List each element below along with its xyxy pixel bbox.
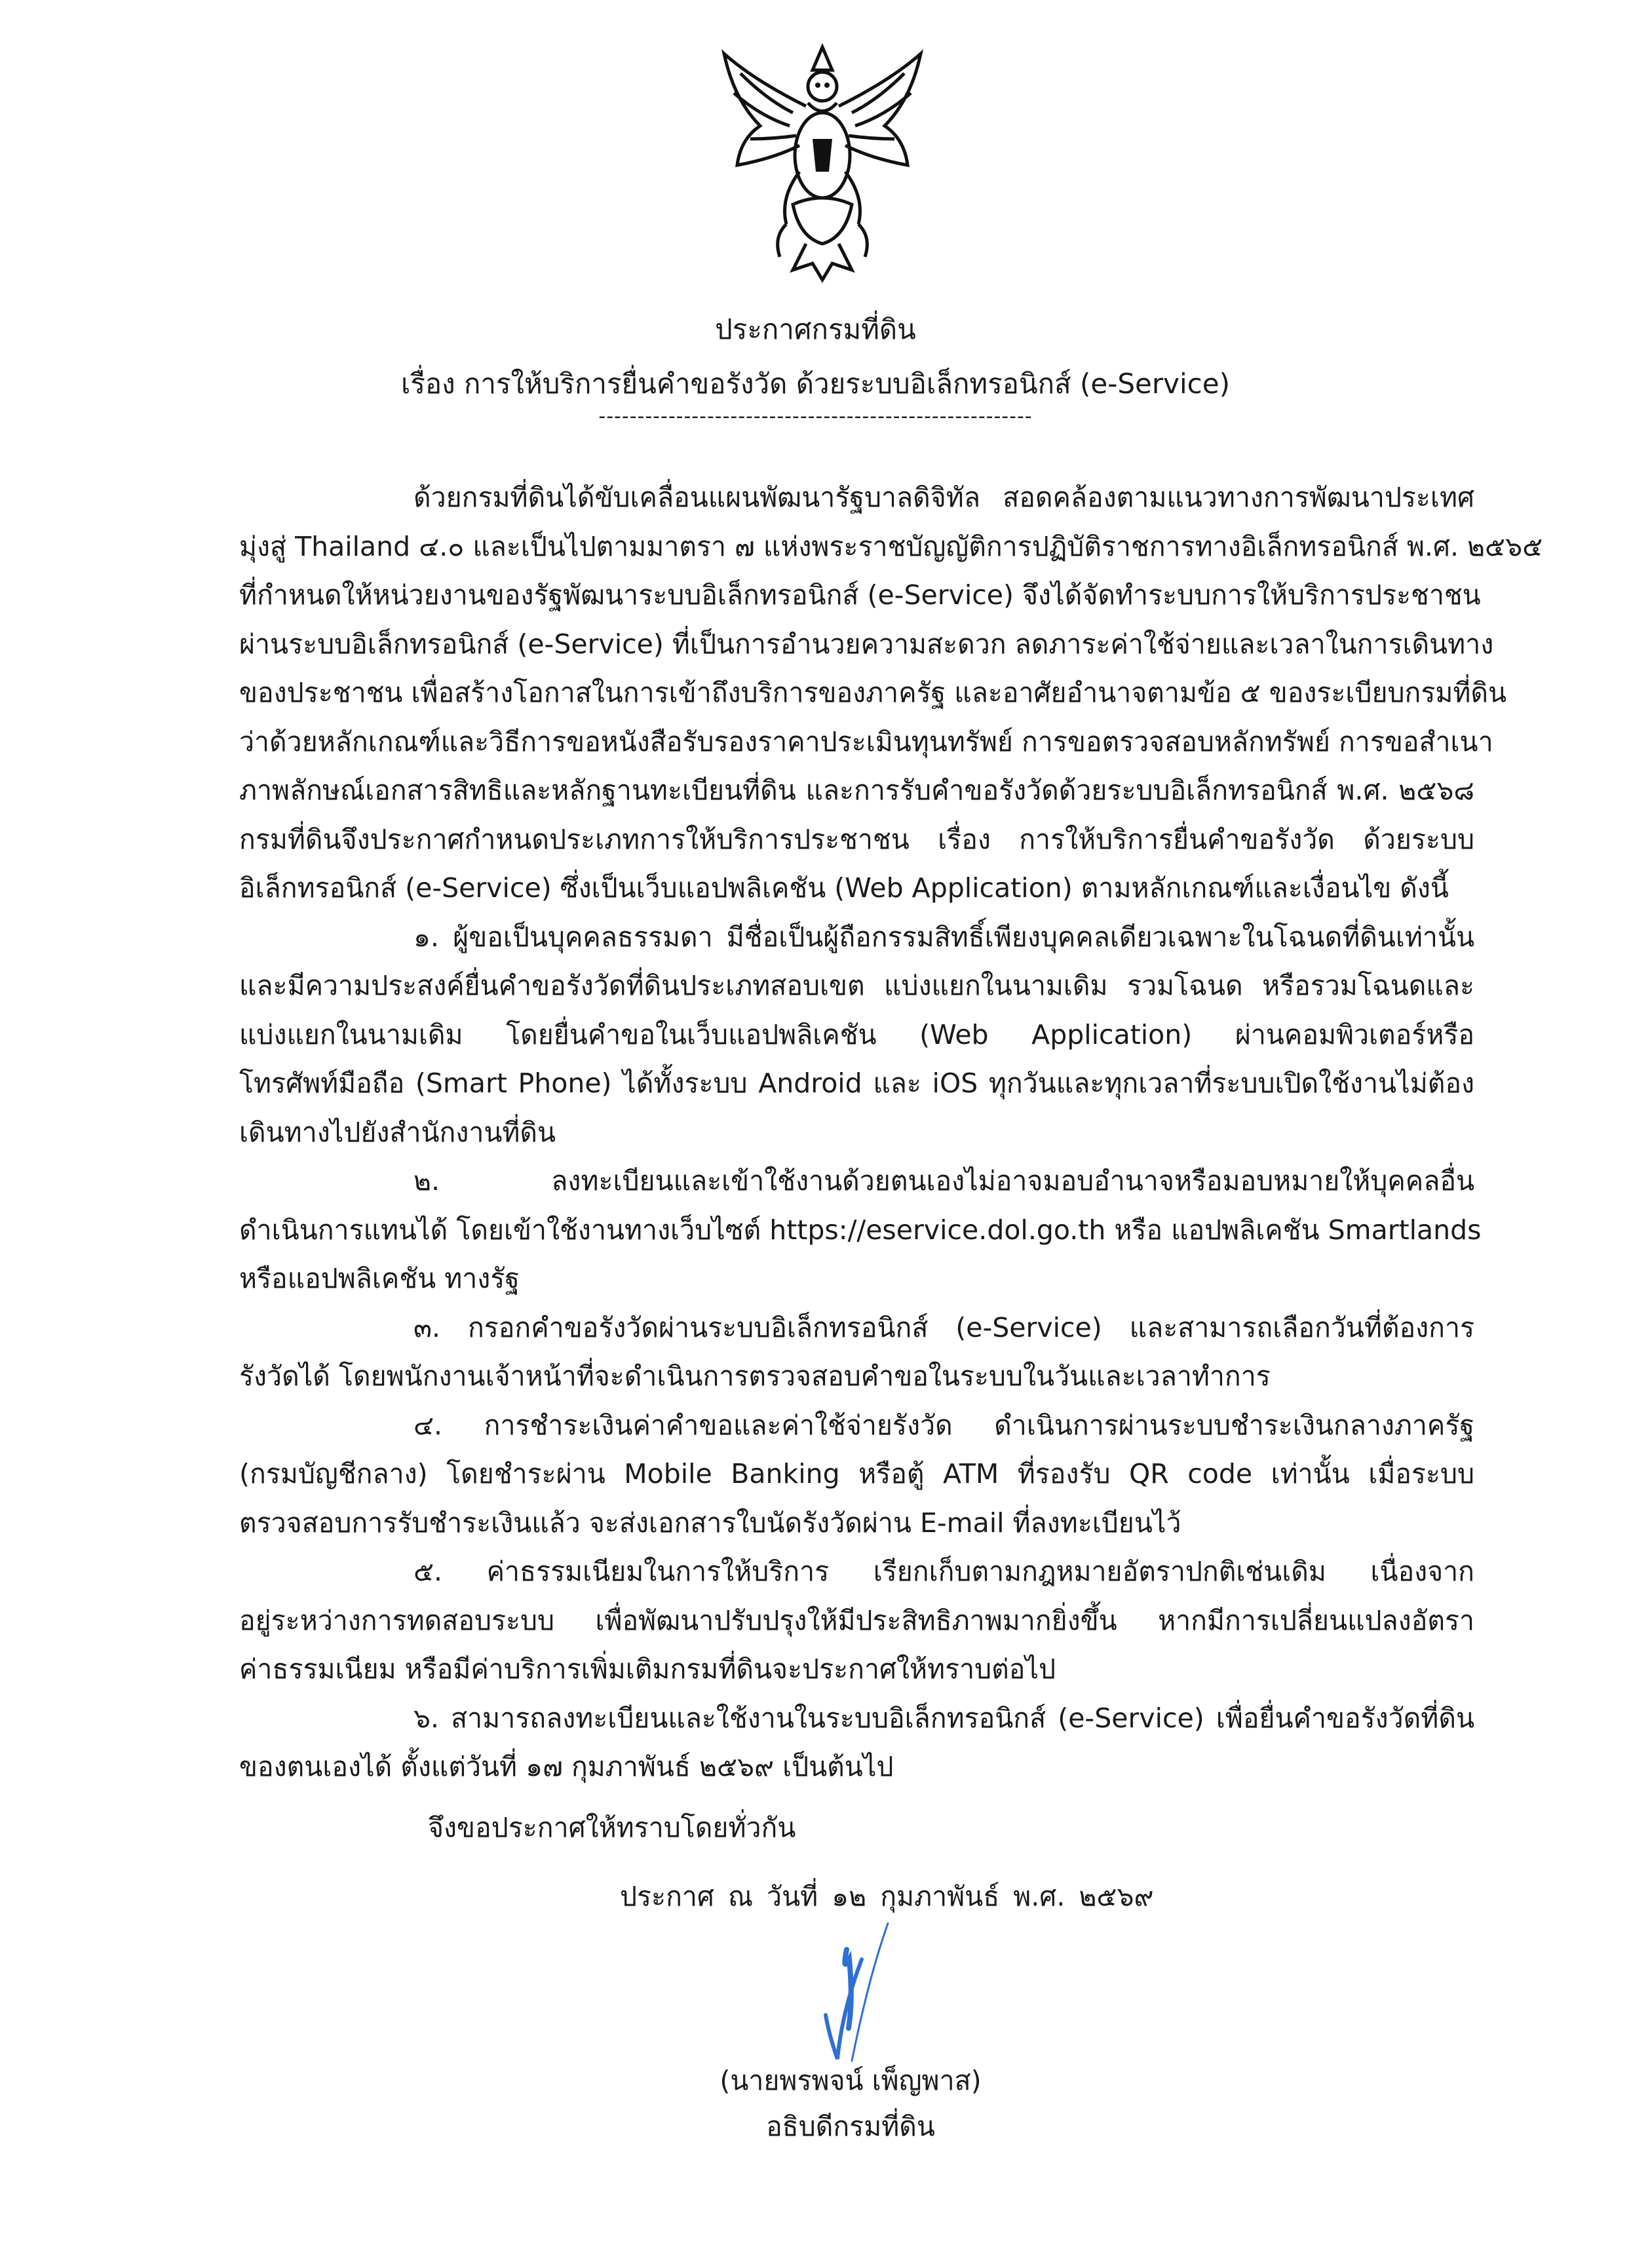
announcement-date: ประกาศ ณ วันที่ ๑๒ กุมภาพันธ์ พ.ศ. ๒๕๖๙ — [620, 1881, 1154, 1912]
text-line: และมีความประสงค์ยื่นคำขอรังวัดที่ดินประเภทสอบเขต แบ่งแยกในนามเดิม รวมโฉนด หรือรวมโฉนดและ — [239, 970, 1474, 1001]
clause-paragraph — [239, 1303, 1474, 1401]
text-line: อยู่ระหว่างการทดสอบระบบ เพื่อพัฒนาปรับปรุงให้มีประสิทธิภาพมากยิ่งขึ้น หากมีการเปลี่ยนแปลงอัตรา — [239, 1604, 1474, 1636]
text-line: แบ่งแยกในนามเดิม โดยยื่นคำขอในเว็บแอปพลิเคชัน (Web Application) ผ่านคอมพิวเตอร์หรือ — [239, 1018, 1474, 1050]
text-line: ๔. การชำระเงินค่าคำขอและค่าใช้จ่ายรังวัด ดำเนินการผ่านระบบชำระเงินกลางภาครัฐ — [413, 1409, 1474, 1441]
text-line: ว่าด้วยหลักเกณฑ์และวิธีการขอหนังสือรับรองราคาประเมินทุนทรัพย์ การขอตรวจสอบหลักทรัพย์ การขอสำเนา — [239, 725, 1493, 758]
text-line: ดำเนินการแทนได้ โดยเข้าใช้งานทางเว็บไซต์ https://eservice.dol.go.th หรือ แอปพลิเคชัน Smartlands — [239, 1214, 1482, 1246]
signer-title: อธิบดีกรมที่ดิน — [766, 2111, 935, 2142]
text-line: ตรวจสอบการรับชำระเงินแล้ว จะส่งเอกสารใบนัดรังวัดผ่าน E-mail ที่ลงทะเบียนไว้ — [239, 1507, 1181, 1539]
signer-name: (นายพรพจน์ เพ็ญพาส) — [720, 2065, 982, 2096]
closing-statement: จึงขอประกาศให้ทราบโดยทั่วกัน — [428, 1812, 796, 1843]
text-line: กรมที่ดินจึงประกาศกำหนดประเภทการให้บริการประชาชน เรื่อง การให้บริการยื่นคำขอรังวัด ด้วยระบบ — [239, 823, 1474, 855]
garuda-emblem-icon — [714, 41, 931, 284]
text-line: โทรศัพท์มือถือ (Smart Phone) ได้ทั้งระบบ Android และ iOS ทุกวันและทุกเวลาที่ระบบเปิดใช้งานไม่ต้อง — [239, 1067, 1474, 1099]
text-line: ที่กำหนดให้หน่วยงานของรัฐพัฒนาระบบอิเล็กทรอนิกส์ (e-Service) จึงได้จัดทำระบบการให้บริการประชาชน — [239, 579, 1481, 611]
text-line: ๕. ค่าธรรมเนียมในการให้บริการ เรียกเก็บตามกฎหมายอัตราปกติเช่นเดิม เนื่องจาก — [413, 1556, 1474, 1587]
clause-paragraph — [239, 1157, 1482, 1303]
divider: -------------------------------------------------------- — [598, 405, 1033, 428]
text-line: มุ่งสู่ Thailand ๔.๐ และเป็นไปตามมาตรา ๗ แห่งพระราชบัญญัติการปฏิบัติราชการทางอิเล็กทรอนิกส์ พ.ศ. ๒๕๖๕ — [239, 530, 1543, 562]
intro-paragraph — [239, 473, 1543, 913]
signature — [806, 1920, 898, 2071]
text-line: เดินทางไปยังสำนักงานที่ดิน — [239, 1116, 556, 1148]
announcement-body — [239, 473, 1543, 1792]
text-line: ๓. กรอกคำขอรังวัดผ่านระบบอิเล็กทรอนิกส์ (e-Service) และสามารถเลือกวันที่ต้องการ — [413, 1311, 1474, 1343]
text-line: ผ่านระบบอิเล็กทรอนิกส์ (e-Service) ที่เป็นการอำนวยความสะดวก ลดภาระค่าใช้จ่ายและเวลาในการเดินทาง — [239, 628, 1494, 660]
text-line: (กรมบัญชีกลาง) โดยชำระผ่าน Mobile Banking หรือตู้ ATM ที่รองรับ QR code เท่านั้น เมื่อระบบ — [239, 1458, 1474, 1490]
text-line: ๑. ผู้ขอเป็นบุคคลธรรมดา มีชื่อเป็นผู้ถือกรรมสิทธิ์เพียงบุคคลเดียวเฉพาะในโฉนดที่ดินเท่านั้น — [413, 921, 1474, 953]
announcement-title: ประกาศกรมที่ดิน — [715, 313, 916, 345]
text-line: ด้วยกรมที่ดินได้ขับเคลื่อนแผนพัฒนารัฐบาลดิจิทัล สอดคล้องตามแนวทางการพัฒนาประเทศ — [413, 482, 1474, 513]
text-line: ๖. สามารถลงทะเบียนและใช้งานในระบบอิเล็กทรอนิกส์ (e-Service) เพื่อยื่นคำขอรังวัดที่ดิน — [413, 1702, 1474, 1734]
clause-paragraph — [239, 1547, 1474, 1694]
text-line: ค่าธรรมเนียม หรือมีค่าบริการเพิ่มเติมกรมที่ดินจะประกาศให้ทราบต่อไป — [239, 1653, 1056, 1685]
clause-paragraph — [239, 1401, 1474, 1548]
announcement-subject: เรื่อง การให้บริการยื่นคำขอรังวัด ด้วยระบบอิเล็กทรอนิกส์ (e-Service) — [400, 368, 1230, 400]
clause-paragraph — [239, 1694, 1474, 1792]
clause-paragraph — [239, 913, 1474, 1157]
text-line: ของประชาชน เพื่อสร้างโอกาสในการเข้าถึงบริการของภาครัฐ และอาศัยอำนาจตามข้อ ๕ ของระเบียบกรมที่ดิน — [239, 677, 1507, 708]
text-line: ภาพลักษณ์เอกสารสิทธิและหลักฐานทะเบียนที่ดิน และการรับคำขอรังวัดด้วยระบบอิเล็กทรอนิกส์ พ.ศ. ๒๕๖๘ — [239, 775, 1474, 806]
text-line: หรือแอปพลิเคชัน ทางรัฐ — [239, 1263, 520, 1294]
text-line: ของตนเองได้ ตั้งแต่วันที่ ๑๗ กุมภาพันธ์ ๒๕๖๙ เป็นต้นไป — [239, 1751, 894, 1782]
text-line: รังวัดได้ โดยพนักงานเจ้าหน้าที่จะดำเนินการตรวจสอบคำขอในระบบในวันและเวลาทำการ — [239, 1360, 1271, 1392]
text-line: อิเล็กทรอนิกส์ (e-Service) ซึ่งเป็นเว็บแอปพลิเคชัน (Web Application) ตามหลักเกณฑ์และเงื่อนไข ดังนี้ — [239, 872, 1449, 904]
text-line: ๒. ลงทะเบียนและเข้าใช้งานด้วยตนเองไม่อาจมอบอำนาจหรือมอบหมายให้บุคคลอื่น — [413, 1165, 1474, 1197]
